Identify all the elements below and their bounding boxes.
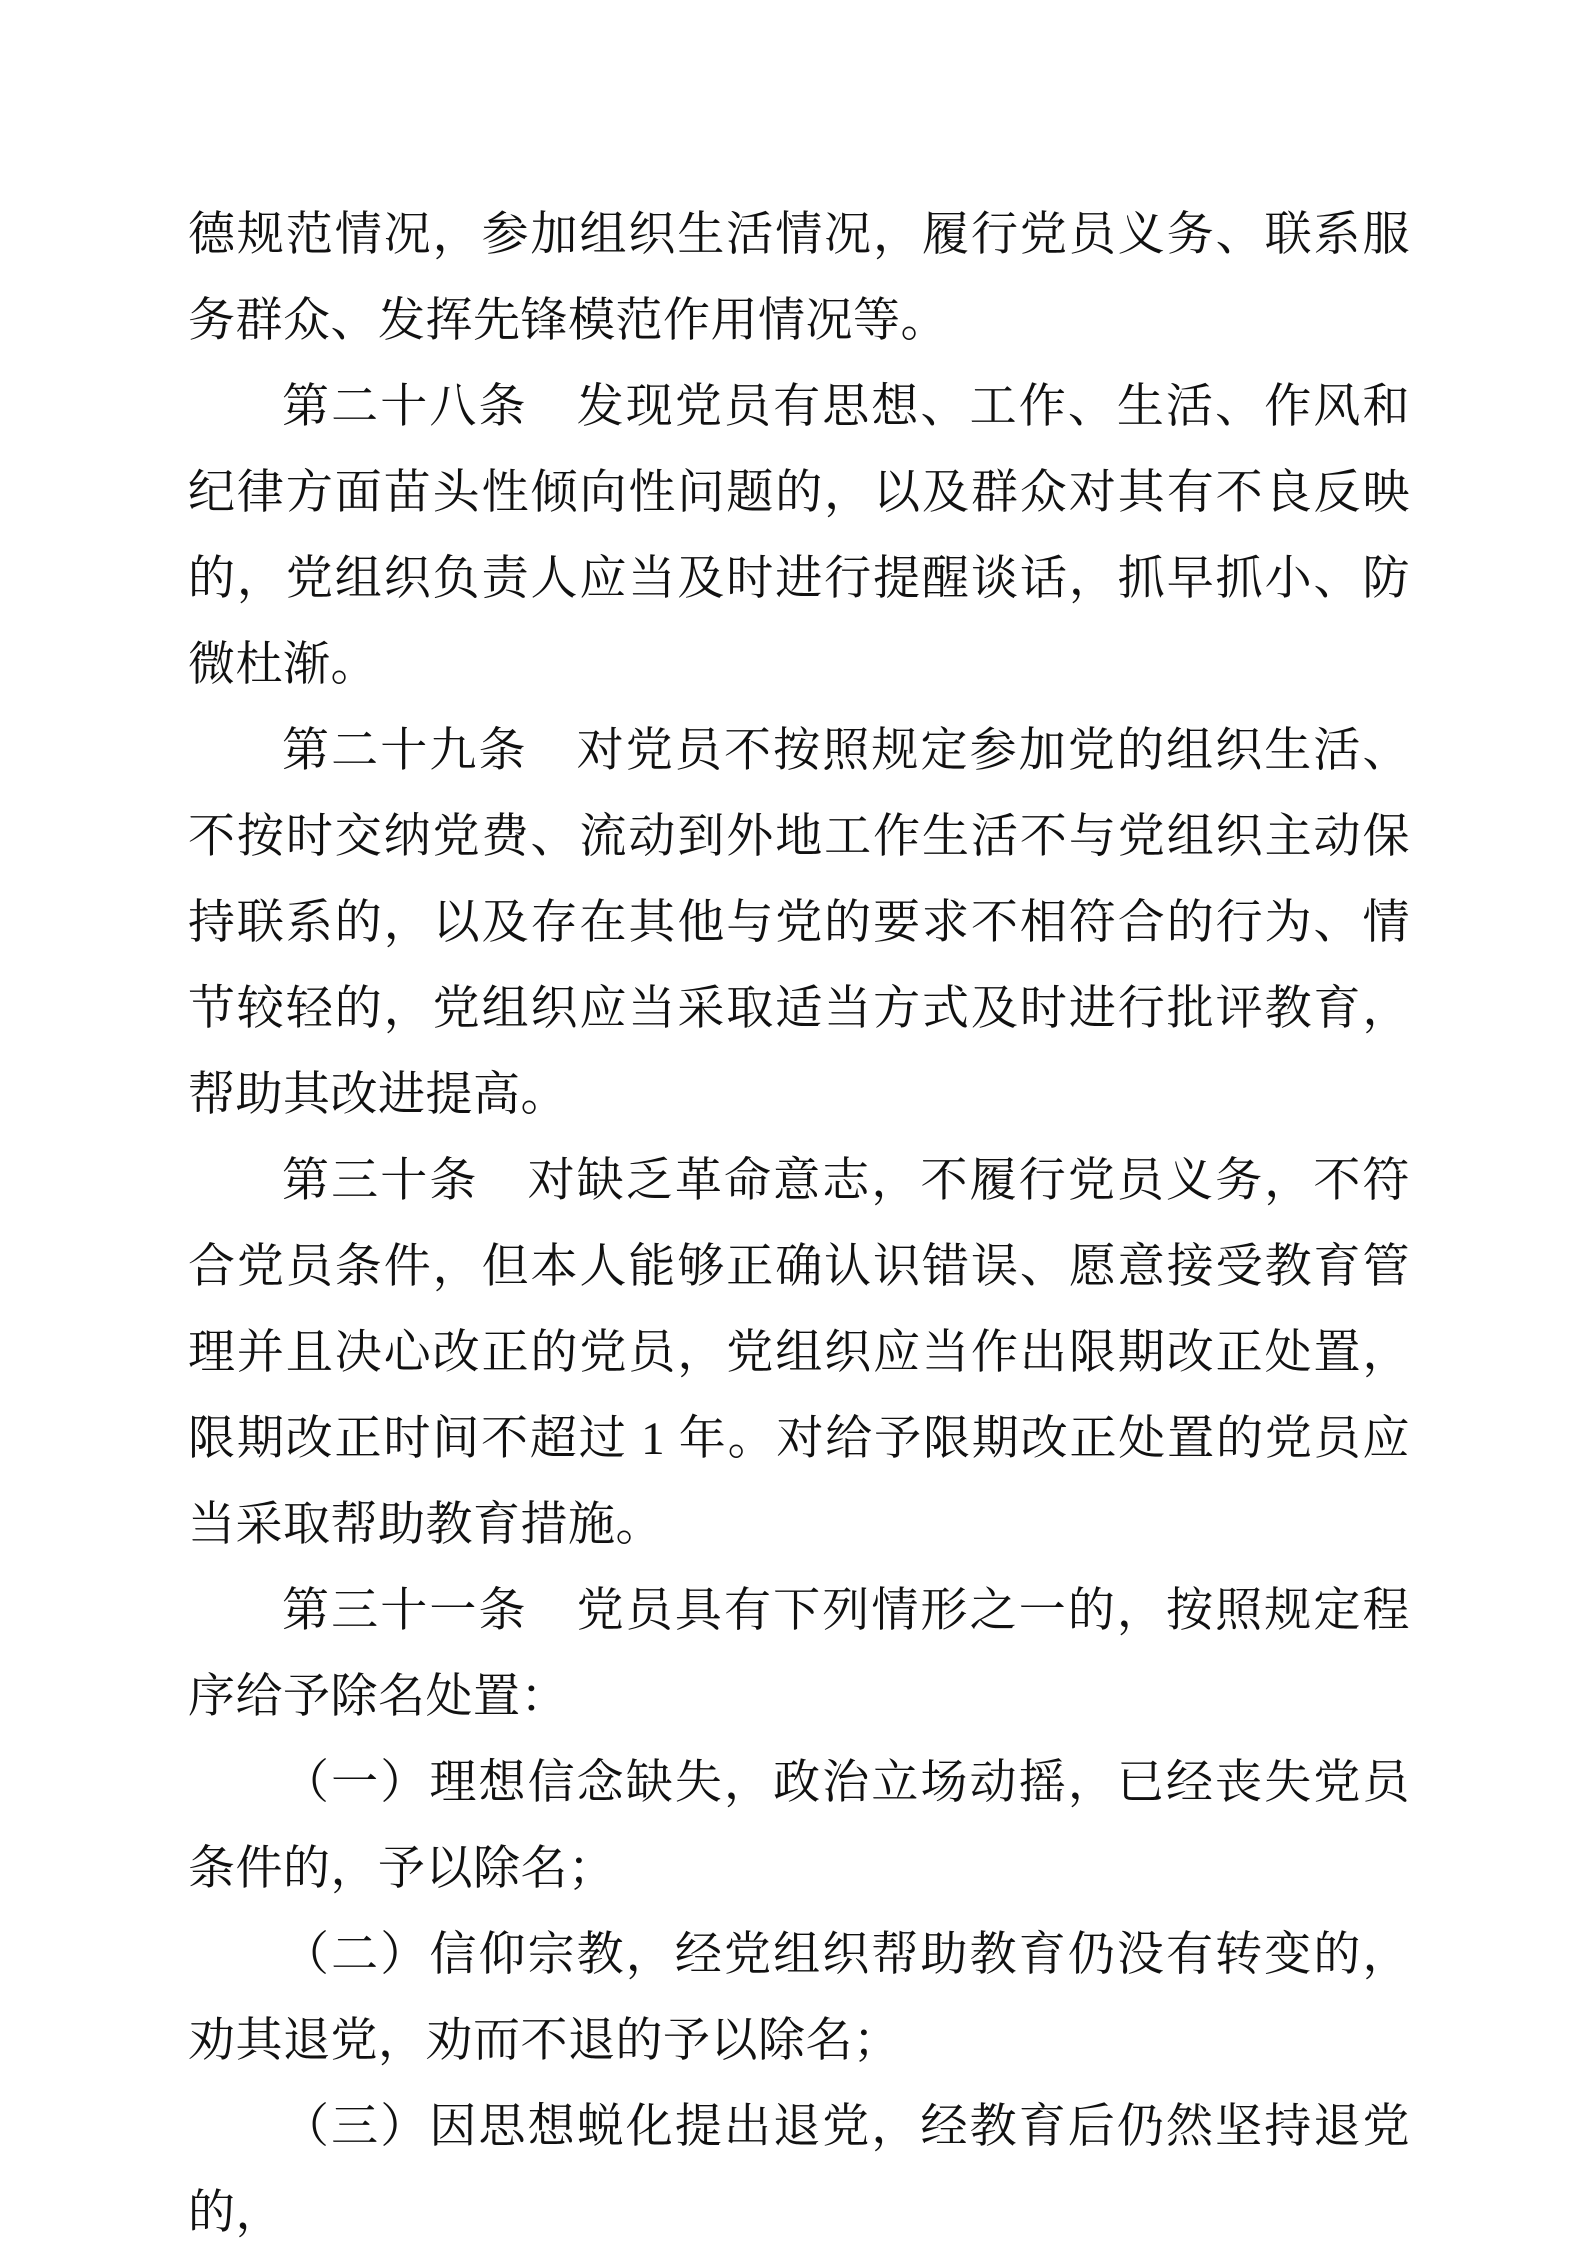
paragraph-article-28: 第二十八条 发现党员有思想、工作、生活、作风和纪律方面苗头性倾向性问题的，以及群众对其有不良反映的，党组织负责人应当及时进行提醒谈话，抓早抓小、防微杜渐。 xyxy=(188,381,1410,691)
paragraph-article-29: 第二十九条 对党员不按照规定参加党的组织生活、不按时交纳党费、流动到外地工作生活不与党组织主动保持联系的，以及存在其他与党的要求不相符合的行为、情节较轻的，党组织应当采取适当方式及时进行批评教育，帮助其改进提高。 xyxy=(188,725,1410,1121)
document-body xyxy=(188,192,1410,2245)
paragraph-item-1: （一）理想信念缺失，政治立场动摇，已经丧失党员条件的，予以除名； xyxy=(188,1757,1410,1895)
paragraph-item-3: （三）因思想蜕化提出退党，经教育后仍然坚持退党的， xyxy=(188,2101,1410,2239)
paragraph-continuation: 德规范情况，参加组织生活情况，履行党员义务、联系服务群众、发挥先锋模范作用情况等。 xyxy=(188,209,1410,347)
paragraph-item-2: （二）信仰宗教，经党组织帮助教育仍没有转变的，劝其退党，劝而不退的予以除名； xyxy=(188,1929,1410,2067)
paragraph-article-30: 第三十条 对缺乏革命意志，不履行党员义务，不符合党员条件，但本人能够正确认识错误、愿意接受教育管理并且决心改正的党员，党组织应当作出限期改正处置，限期改正时间不超过 1 年。对给予限期改正处置的党员应当采取帮助教育措施。 xyxy=(188,1155,1410,1551)
paragraph-article-31: 第三十一条 党员具有下列情形之一的，按照规定程序给予除名处置： xyxy=(188,1585,1410,1723)
